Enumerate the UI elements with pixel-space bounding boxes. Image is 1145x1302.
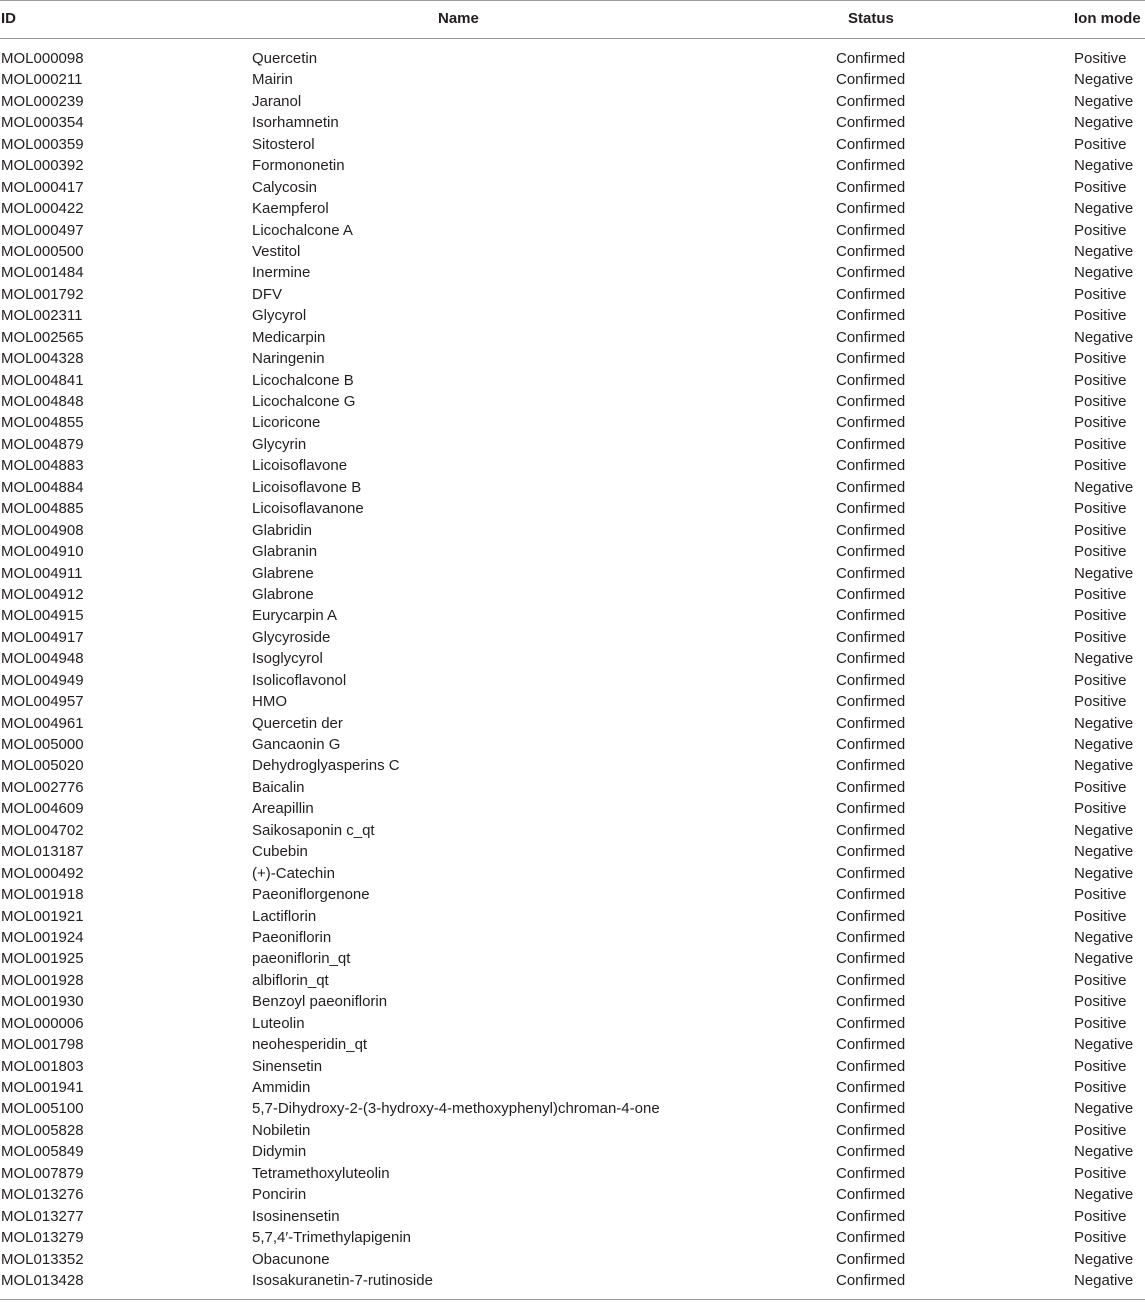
cell-ion-mode: Positive — [1074, 1121, 1127, 1139]
cell-ion-mode: Positive — [1074, 1229, 1127, 1247]
table-row — [0, 134, 1145, 155]
cell-name: Isoglycyrol — [252, 650, 323, 668]
cell-ion-mode: Negative — [1074, 114, 1134, 132]
cell-id: MOL000422 — [1, 200, 84, 218]
cell-ion-mode: Positive — [1074, 521, 1127, 539]
cell-name: paeoniflorin_qt — [252, 950, 351, 968]
cell-status: Confirmed — [836, 328, 906, 346]
cell-status: Confirmed — [836, 1100, 906, 1118]
cell-status: Confirmed — [836, 714, 906, 732]
cell-status: Confirmed — [836, 264, 906, 282]
table-row — [0, 112, 1145, 133]
cell-name: Naringenin — [252, 350, 325, 368]
cell-id: MOL004883 — [1, 457, 84, 475]
table-row — [0, 305, 1145, 326]
cell-ion-mode: Negative — [1074, 1271, 1134, 1289]
cell-ion-mode: Positive — [1074, 585, 1127, 603]
cell-status: Confirmed — [836, 543, 906, 561]
cell-status: Confirmed — [836, 650, 906, 668]
cell-status: Confirmed — [836, 1014, 906, 1032]
table-body — [0, 48, 1145, 1291]
cell-ion-mode: Positive — [1074, 907, 1127, 925]
cell-id: MOL002311 — [1, 307, 83, 325]
table-row — [0, 1249, 1145, 1270]
cell-status: Confirmed — [836, 778, 906, 796]
table-row — [0, 1056, 1145, 1077]
cell-status: Confirmed — [836, 1229, 906, 1247]
cell-status: Confirmed — [836, 350, 906, 368]
cell-name: Obacunone — [252, 1250, 330, 1268]
table-row — [0, 177, 1145, 198]
cell-ion-mode: Positive — [1074, 414, 1127, 432]
cell-ion-mode: Negative — [1074, 714, 1134, 732]
cell-id: MOL004949 — [1, 671, 84, 689]
cell-ion-mode: Positive — [1074, 543, 1127, 561]
cell-ion-mode: Positive — [1074, 307, 1127, 325]
cell-name: Gancaonin G — [252, 736, 341, 753]
table-row — [0, 777, 1145, 798]
cell-status: Confirmed — [836, 178, 906, 196]
cell-name: Cubebin — [252, 843, 308, 861]
table-row — [0, 1163, 1145, 1184]
cell-ion-mode: Positive — [1074, 778, 1127, 796]
cell-ion-mode: Positive — [1074, 500, 1127, 518]
cell-name: Formononetin — [252, 157, 345, 175]
cell-ion-mode: Negative — [1074, 242, 1134, 260]
table-row — [0, 927, 1145, 948]
cell-status: Confirmed — [836, 971, 906, 989]
cell-id: MOL004911 — [1, 564, 83, 582]
table-row — [0, 713, 1145, 734]
table-row — [0, 1184, 1145, 1205]
cell-name: Tetramethoxyluteolin — [252, 1164, 390, 1182]
cell-status: Confirmed — [836, 1207, 906, 1225]
cell-id: MOL013279 — [1, 1229, 84, 1247]
table-row — [0, 198, 1145, 219]
cell-name: Glabrene — [252, 564, 314, 582]
cell-id: MOL002565 — [1, 328, 84, 346]
table-row — [0, 370, 1145, 391]
cell-name: Paeoniflorin — [252, 928, 332, 946]
cell-ion-mode: Negative — [1074, 478, 1134, 496]
column-header-ion-mode: Ion mode — [1074, 10, 1141, 27]
cell-status: Confirmed — [836, 200, 906, 218]
cell-id: MOL001484 — [1, 264, 84, 282]
cell-ion-mode: Positive — [1074, 1079, 1127, 1096]
cell-status: Confirmed — [836, 1250, 906, 1268]
cell-name: Benzoyl paeoniflorin — [252, 993, 388, 1011]
cell-ion-mode: Negative — [1074, 1186, 1134, 1204]
cell-id: MOL004912 — [1, 585, 84, 603]
cell-name: Paeoniflorgenone — [252, 886, 370, 904]
cell-ion-mode: Negative — [1074, 1250, 1134, 1268]
cell-ion-mode: Positive — [1074, 285, 1127, 303]
cell-ion-mode: Negative — [1074, 757, 1134, 775]
table-row — [0, 455, 1145, 476]
cell-status: Confirmed — [836, 1271, 906, 1289]
cell-ion-mode: Negative — [1074, 950, 1134, 968]
cell-ion-mode: Positive — [1074, 1164, 1127, 1182]
cell-status: Confirmed — [836, 993, 906, 1011]
cell-id: MOL004609 — [1, 800, 84, 818]
cell-ion-mode: Positive — [1074, 371, 1127, 389]
cell-id: MOL005020 — [1, 757, 84, 775]
cell-ion-mode: Positive — [1074, 693, 1127, 711]
cell-name: Medicarpin — [252, 328, 326, 346]
table-row — [0, 948, 1145, 969]
cell-id: MOL004957 — [1, 693, 84, 711]
cell-ion-mode: Negative — [1074, 821, 1134, 839]
cell-ion-mode: Negative — [1074, 92, 1134, 110]
table-row — [0, 412, 1145, 433]
cell-status: Confirmed — [836, 92, 906, 110]
cell-status: Confirmed — [836, 157, 906, 175]
cell-id: MOL000492 — [1, 864, 84, 882]
table-row — [0, 262, 1145, 283]
cell-id: MOL004848 — [1, 393, 84, 410]
cell-name: Vestitol — [252, 242, 301, 260]
cell-name: Sinensetin — [252, 1057, 323, 1075]
cell-ion-mode: Positive — [1074, 221, 1127, 239]
cell-status: Confirmed — [836, 242, 906, 260]
cell-id: MOL000239 — [1, 92, 84, 110]
cell-name: Nobiletin — [252, 1121, 311, 1139]
cell-name: (+)-Catechin — [252, 864, 335, 882]
cell-ion-mode: Positive — [1074, 457, 1127, 475]
cell-name: Glycyroside — [252, 628, 331, 646]
cell-ion-mode: Positive — [1074, 1014, 1127, 1032]
cell-name: albiflorin_qt — [252, 971, 329, 989]
cell-ion-mode: Negative — [1074, 328, 1134, 346]
cell-name: Baicalin — [252, 778, 305, 796]
cell-ion-mode: Positive — [1074, 886, 1127, 904]
cell-name: Jaranol — [252, 92, 302, 110]
cell-name: Ammidin — [252, 1079, 311, 1096]
table-row — [0, 1120, 1145, 1141]
cell-name: Lactiflorin — [252, 907, 317, 925]
table-row — [0, 1077, 1145, 1098]
cell-name: Isolicoflavonol — [252, 671, 347, 689]
cell-id: MOL001918 — [1, 886, 84, 904]
cell-status: Confirmed — [836, 1143, 906, 1161]
cell-id: MOL001803 — [1, 1057, 84, 1075]
cell-status: Confirmed — [836, 221, 906, 239]
cell-ion-mode: Negative — [1074, 843, 1134, 861]
table-row — [0, 841, 1145, 862]
cell-name: Licoisoflavone — [252, 457, 348, 475]
table-row — [0, 670, 1145, 691]
cell-name: Dehydroglyasperins C — [252, 757, 400, 775]
cell-id: MOL004855 — [1, 414, 84, 432]
cell-ion-mode: Positive — [1074, 607, 1127, 625]
cell-id: MOL001925 — [1, 950, 84, 968]
cell-ion-mode: Positive — [1074, 1207, 1127, 1225]
cell-ion-mode: Negative — [1074, 1143, 1134, 1161]
cell-name: Quercetin — [252, 50, 318, 67]
cell-name: Glabridin — [252, 521, 313, 539]
cell-id: MOL000098 — [1, 50, 84, 67]
table-row — [0, 563, 1145, 584]
cell-id: MOL000392 — [1, 157, 84, 175]
cell-status: Confirmed — [836, 478, 906, 496]
cell-ion-mode: Positive — [1074, 628, 1127, 646]
table-row — [0, 906, 1145, 927]
table-row — [0, 541, 1145, 562]
cell-name: Quercetin der — [252, 714, 343, 732]
cell-name: Licoisoflavone B — [252, 478, 362, 496]
table-row — [0, 434, 1145, 455]
cell-ion-mode: Positive — [1074, 1057, 1127, 1075]
cell-status: Confirmed — [836, 864, 906, 882]
cell-ion-mode: Positive — [1074, 178, 1127, 196]
cell-id: MOL000006 — [1, 1014, 84, 1032]
table-row — [0, 69, 1145, 90]
cell-ion-mode: Negative — [1074, 264, 1134, 282]
table-row — [0, 391, 1145, 412]
cell-id: MOL005849 — [1, 1143, 84, 1161]
cell-id: MOL000497 — [1, 221, 84, 239]
table-row — [0, 520, 1145, 541]
cell-id: MOL004885 — [1, 500, 84, 518]
cell-status: Confirmed — [836, 564, 906, 582]
cell-name: Isorhamnetin — [252, 114, 339, 132]
cell-ion-mode: Negative — [1074, 650, 1134, 668]
cell-ion-mode: Negative — [1074, 736, 1134, 753]
table-row — [0, 91, 1145, 112]
cell-id: MOL001941 — [1, 1079, 84, 1096]
cell-name: Licochalcone G — [252, 393, 356, 410]
cell-id: MOL000500 — [1, 242, 84, 260]
cell-status: Confirmed — [836, 285, 906, 303]
cell-status: Confirmed — [836, 457, 906, 475]
cell-name: Mairin — [252, 71, 293, 89]
cell-status: Confirmed — [836, 736, 906, 753]
cell-name: Glabrone — [252, 585, 314, 603]
column-header-id: ID — [1, 10, 16, 27]
cell-name: Luteolin — [252, 1014, 305, 1032]
cell-status: Confirmed — [836, 1164, 906, 1182]
cell-id: MOL004948 — [1, 650, 84, 668]
cell-id: MOL001924 — [1, 928, 84, 946]
cell-name: Areapillin — [252, 800, 314, 818]
cell-ion-mode: Negative — [1074, 157, 1134, 175]
table-row — [0, 1098, 1145, 1119]
cell-name: Licochalcone B — [252, 371, 354, 389]
table-bottom-rule — [0, 1299, 1145, 1300]
cell-status: Confirmed — [836, 821, 906, 839]
cell-id: MOL004915 — [1, 607, 84, 625]
cell-status: Confirmed — [836, 693, 906, 711]
cell-id: MOL001798 — [1, 1036, 84, 1054]
cell-id: MOL005828 — [1, 1121, 84, 1139]
cell-name: Eurycarpin A — [252, 607, 338, 625]
cell-ion-mode: Negative — [1074, 71, 1134, 89]
table-row — [0, 348, 1145, 369]
table-row — [0, 1206, 1145, 1227]
cell-status: Confirmed — [836, 757, 906, 775]
cell-name: Sitosterol — [252, 135, 315, 153]
cell-status: Confirmed — [836, 71, 906, 89]
cell-name: Glabranin — [252, 543, 318, 561]
cell-ion-mode: Negative — [1074, 1100, 1134, 1118]
cell-ion-mode: Positive — [1074, 350, 1127, 368]
table-row — [0, 477, 1145, 498]
cell-ion-mode: Positive — [1074, 671, 1127, 689]
table-row — [0, 863, 1145, 884]
cell-id: MOL007879 — [1, 1164, 84, 1182]
cell-name: Licochalcone A — [252, 221, 353, 239]
table-row — [0, 584, 1145, 605]
cell-ion-mode: Negative — [1074, 1036, 1134, 1054]
table-header-row — [0, 0, 1145, 38]
cell-name: Saikosaponin c_qt — [252, 821, 375, 839]
table-row — [0, 155, 1145, 176]
cell-status: Confirmed — [836, 1057, 906, 1075]
cell-status: Confirmed — [836, 521, 906, 539]
cell-status: Confirmed — [836, 414, 906, 432]
table-row — [0, 48, 1145, 69]
table-row — [0, 884, 1145, 905]
cell-status: Confirmed — [836, 950, 906, 968]
cell-id: MOL004917 — [1, 628, 84, 646]
table-row — [0, 691, 1145, 712]
table-row — [0, 1013, 1145, 1034]
table-row — [0, 820, 1145, 841]
cell-name: Poncirin — [252, 1186, 307, 1204]
cell-status: Confirmed — [836, 1121, 906, 1139]
table-row — [0, 220, 1145, 241]
cell-id: MOL004328 — [1, 350, 84, 368]
cell-status: Confirmed — [836, 800, 906, 818]
table-row — [0, 1034, 1145, 1055]
cell-id: MOL001930 — [1, 993, 84, 1011]
cell-id: MOL004884 — [1, 478, 84, 496]
cell-id: MOL004879 — [1, 435, 84, 453]
cell-id: MOL013352 — [1, 1250, 84, 1268]
table-row — [0, 327, 1145, 348]
table-row — [0, 1141, 1145, 1162]
cell-status: Confirmed — [836, 585, 906, 603]
cell-id: MOL005000 — [1, 736, 84, 753]
cell-name: DFV — [252, 285, 282, 303]
cell-ion-mode: Negative — [1074, 200, 1134, 218]
cell-ion-mode: Positive — [1074, 50, 1127, 67]
cell-id: MOL005100 — [1, 1100, 84, 1118]
cell-status: Confirmed — [836, 500, 906, 518]
table-row — [0, 734, 1145, 755]
table-header-rule — [0, 38, 1145, 39]
cell-id: MOL013277 — [1, 1207, 84, 1225]
column-header-status: Status — [848, 10, 894, 27]
cell-name: Isosakuranetin-7-rutinoside — [252, 1271, 433, 1289]
cell-id: MOL004702 — [1, 821, 84, 839]
cell-name: Kaempferol — [252, 200, 329, 218]
cell-name: Glycyrol — [252, 307, 307, 325]
cell-status: Confirmed — [836, 928, 906, 946]
cell-id: MOL013187 — [1, 843, 84, 861]
cell-status: Confirmed — [836, 843, 906, 861]
cell-ion-mode: Positive — [1074, 435, 1127, 453]
cell-name: HMO — [252, 693, 287, 711]
cell-name: Inermine — [252, 264, 311, 282]
table-row — [0, 241, 1145, 262]
cell-ion-mode: Positive — [1074, 993, 1127, 1011]
cell-name: 5,7,4′-Trimethylapigenin — [252, 1229, 412, 1247]
table-row — [0, 498, 1145, 519]
cell-status: Confirmed — [836, 1036, 906, 1054]
cell-ion-mode: Negative — [1074, 928, 1134, 946]
cell-status: Confirmed — [836, 607, 906, 625]
cell-status: Confirmed — [836, 135, 906, 153]
cell-name: Licoricone — [252, 414, 321, 432]
cell-id: MOL000417 — [1, 178, 84, 196]
cell-ion-mode: Positive — [1074, 800, 1127, 818]
table-row — [0, 1227, 1145, 1248]
cell-id: MOL001921 — [1, 907, 84, 925]
cell-ion-mode: Positive — [1074, 971, 1127, 989]
column-header-name: Name — [438, 10, 479, 27]
cell-status: Confirmed — [836, 307, 906, 325]
table-row — [0, 970, 1145, 991]
cell-status: Confirmed — [836, 50, 906, 67]
cell-status: Confirmed — [836, 886, 906, 904]
cell-status: Confirmed — [836, 393, 906, 410]
cell-id: MOL001792 — [1, 285, 84, 303]
cell-status: Confirmed — [836, 1186, 906, 1204]
cell-ion-mode: Positive — [1074, 135, 1127, 153]
cell-name: Isosinensetin — [252, 1207, 340, 1225]
cell-id: MOL013428 — [1, 1271, 84, 1289]
cell-id: MOL000354 — [1, 114, 84, 132]
table-row — [0, 284, 1145, 305]
cell-name: Didymin — [252, 1143, 307, 1161]
cell-id: MOL001928 — [1, 971, 84, 989]
cell-status: Confirmed — [836, 371, 906, 389]
table-row — [0, 1270, 1145, 1291]
cell-ion-mode: Positive — [1074, 393, 1127, 410]
cell-id: MOL004910 — [1, 543, 84, 561]
cell-name: Calycosin — [252, 178, 318, 196]
cell-name: Glycyrin — [252, 435, 307, 453]
cell-id: MOL004908 — [1, 521, 84, 539]
cell-id: MOL000359 — [1, 135, 84, 153]
table-row — [0, 648, 1145, 669]
cell-id: MOL000211 — [1, 71, 83, 89]
cell-status: Confirmed — [836, 435, 906, 453]
cell-name: Licoisoflavanone — [252, 500, 364, 518]
table-row — [0, 605, 1145, 626]
cell-ion-mode: Negative — [1074, 564, 1134, 582]
table-row — [0, 627, 1145, 648]
cell-id: MOL013276 — [1, 1186, 84, 1204]
cell-status: Confirmed — [836, 1079, 906, 1096]
cell-status: Confirmed — [836, 671, 906, 689]
cell-name: 5,7-Dihydroxy-2-(3-hydroxy-4-methoxyphenyl)chroman-4-one — [252, 1100, 660, 1118]
table-row — [0, 755, 1145, 776]
cell-ion-mode: Negative — [1074, 864, 1134, 882]
cell-status: Confirmed — [836, 628, 906, 646]
cell-id: MOL004841 — [1, 371, 84, 389]
cell-status: Confirmed — [836, 907, 906, 925]
cell-name: neohesperidin_qt — [252, 1036, 368, 1054]
cell-id: MOL004961 — [1, 714, 84, 732]
table-row — [0, 991, 1145, 1012]
table-row — [0, 798, 1145, 819]
cell-status: Confirmed — [836, 114, 906, 132]
cell-id: MOL002776 — [1, 778, 84, 796]
